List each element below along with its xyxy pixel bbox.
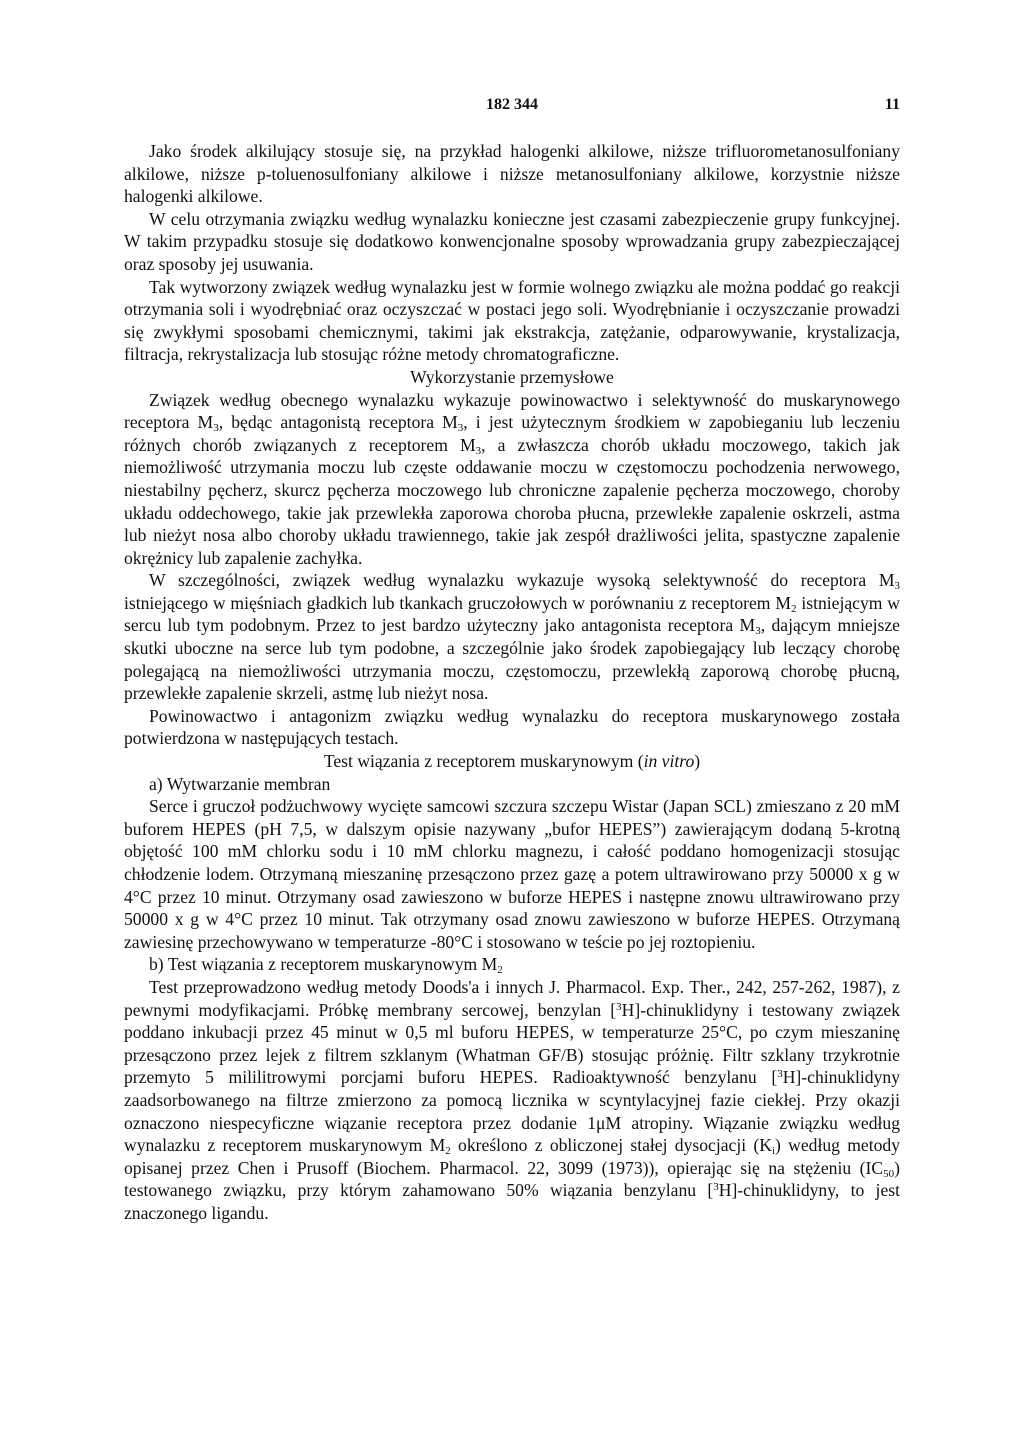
page-header <box>124 96 900 120</box>
paragraph-alkylating-agent: Jako środek alkilujący stosuje się, na przykład halogenki alkilowe, niższe trifluorometanosulfoniany alkilowe, niższe p-toluenosulfoniany alkilowe i niższe metanosulfoniany alkilowe, korzystnie niższe halogenki alkilowe. <box>124 141 900 207</box>
subheading-membrane-prep: a) Wytwarzanie membran <box>149 773 331 794</box>
paragraph-affinity: Powinowactwo i antagonizm związku według wynalazku do receptora muskarynowego została potwierdzona w następujących testach. <box>124 705 900 749</box>
heading-binding-test: Test wiązania z receptorem muskarynowym (in vitro) <box>323 751 701 772</box>
document-number: 182 344 <box>486 96 538 113</box>
page-number: 11 <box>884 96 900 113</box>
paragraph-selectivity: W szczególności, związek według wynalazku wykazuje wysoką selektywność do receptora $M_3$ istniejącego w mięśniach gładkich lub tkankach gruczołowych w porównaniu z receptorem $M_2$ istniejącym w sercu lub tym podobnym. Przez to jest bardzo użyteczny jako antagonista receptora $M_3$, dającym mniejsze skutki uboczne na serce lub tym podobne, a szczególnie jako środek zapobiegający lub leczący chorobę polegającą na niemożliwości utrzymania moczu, częstomoczu, przewlekłą zaporową chorobę płucną, przewlekłe zapalenie skrzeli, astmę lub nieżyt nosa. <box>124 570 900 704</box>
paragraph-isolation: Tak wytworzony związek według wynalazku jest w formie wolnego związku ale można poddać go reakcji otrzymania soli i wyodrębniać oraz oczyszczać w postaci jego soli. Wyodrębnianie i oczyszczanie prowadzi się zwykłymi sposobami chemicznymi, takimi jak ekstrakcja, zatężanie, odparowywanie, krystalizacja, filtracja, rekrystalizacja lub stosując różne metody chromatograficzne. <box>124 276 900 365</box>
paragraph-industrial-use: Związek według obecnego wynalazku wykazuje powinowactwo i selektywność do muskarynowego receptora $M_3$, będąc antagonistą receptora $M_3$, i jest użytecznym środkiem w zapobieganiu lub leczeniu różnych chorób związanych z receptorem $M_3$, a zwłaszcza chorób układu moczowego, takich jak niemożliwość utrzymania moczu lub częste oddawanie moczu w częstomoczu pochodzenia nerwowego, niestabilny pęcherz, skurcz pęcherza moczowego lub chroniczne zapalenie pęcherza moczowego, choroby układu oddechowego, takie jak przewlekła zaporowa choroba płucna, przewlekłe zapalenie oskrzeli, astma lub nieżyt nosa albo choroby układu trawiennego, takie jak zespół drażliwości jelita, spastyczne zapalenie okrężnicy lub zapalenie zachyłka. <box>124 389 901 568</box>
heading-industrial-use: Wykorzystanie przemysłowe <box>410 366 614 387</box>
paragraph-test-method: Test przeprowadzono według metody Doods'a i innych J. Pharmacol. Exp. Ther., 242, 257-262, 1987), z pewnymi modyfikacjami. Próbkę membrany sercowej, benzylan [$^3$H]-chinuklidyny i testowany związek poddano inkubacji przez 45 minut w 0,5 ml buforu HEPES, w temperaturze 25°C, po czym mieszaninę przesączono przez lejek z filtrem szklanym (Whatman GF/B) stosując próżnię. Filtr szklany trzykrotnie przemyto 5 mililitrowymi porcjami buforu HEPES. Radioaktywność benzylanu [$^3$H]-chinuklidyny zaadsorbowanego na filtrze zmierzono za pomocą licznika w scyntylacyjnej fazie ciekłej. Przy okazji oznaczono niespecyficzne wiązanie receptora przez dodanie 1μM atropiny. Wiązanie związku według wynalazku z receptorem muskarynowym $M_2$ określono z obliczonej stałej dysocjacji $(K_i)$ według metody opisanej przez Chen i Prusoff (Biochem. Pharmacol. 22, 3099 (1973)), opierając się na stężeniu $(IC_{50})$ testowanego związku, przy którym zahamowano 50% wiązania benzylanu [$^3$H]-chinuklidyny, to jest znaczonego ligandu. <box>124 976 901 1223</box>
paragraph-protection: W celu otrzymania związku według wynalazku konieczne jest czasami zabezpieczenie grupy funkcyjnej. W takim przypadku stosuje się dodatkowo konwencjonalne sposoby wprowadzania grupy zabezpieczającej oraz sposoby jej usuwania. <box>124 208 900 274</box>
subheading-m2-binding-test: b) Test wiązania z receptorem muskarynowym $M_2$ <box>149 954 503 977</box>
paragraph-membrane-prep: Serce i gruczoł podżuchwowy wycięte samcowi szczura szczepu Wistar (Japan SCL) zmieszano z 20 mM buforem HEPES (pH 7,5, w dalszym opisie nazywany „bufor HEPES”) zawierającym dodaną 5-krotną objętość 100 mM chlorku sodu i 10 mM chlorku magnezu, i całość poddano homogenizacji stosując chłodzenie lodem. Otrzymaną mieszaninę przesączono przez gazę a potem ultrawirowano przy 50000 x g w 4°C przez 10 minut. Otrzymany osad zawieszono w buforze HEPES i następne znowu ultrawirowano przy 50000 x g w 4°C przez 10 minut. Tak otrzymany osad znowu zawieszono w buforze HEPES. Otrzymaną zawiesinę przechowywano w temperaturze -80°C i stosowano w teście po jej roztopieniu. <box>124 796 900 952</box>
page-body <box>124 140 900 1225</box>
